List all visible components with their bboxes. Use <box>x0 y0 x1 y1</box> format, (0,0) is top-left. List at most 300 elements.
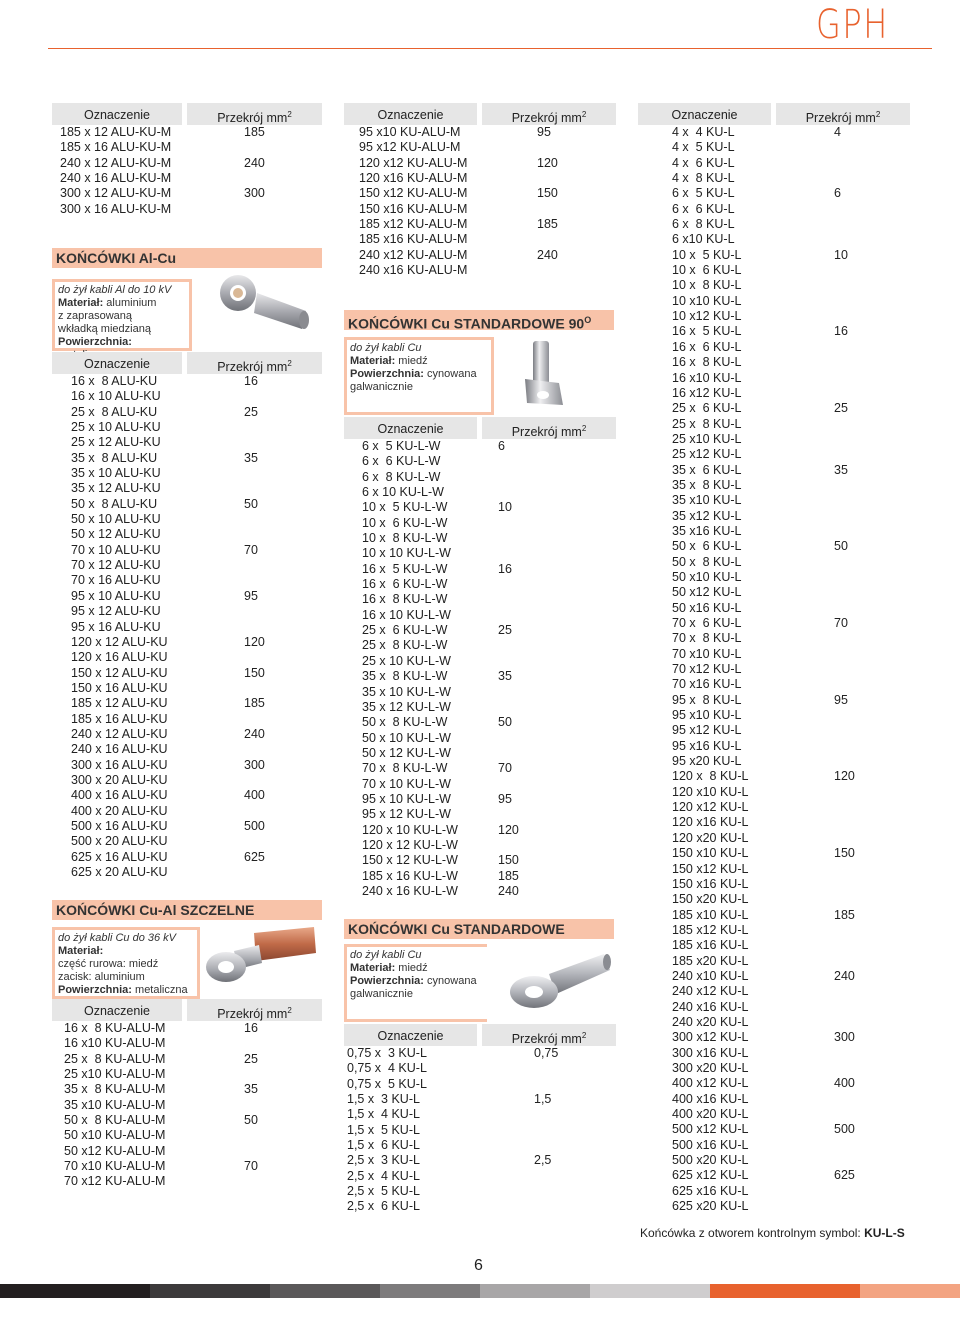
product-code: 240 x16 KU-ALU-M <box>359 263 468 278</box>
table-row <box>638 1138 910 1153</box>
table-row <box>52 696 322 711</box>
product-code: 4 x 6 KU-L <box>672 155 735 170</box>
product-code: 120 x12 KU-ALU-M <box>359 155 468 170</box>
table-row <box>638 355 910 370</box>
table-row <box>52 481 322 496</box>
table-row <box>52 1052 322 1067</box>
cross-section-value: 120 <box>834 769 855 784</box>
product-code: 50 x 10 ALU-KU <box>71 512 161 527</box>
table-row <box>52 773 322 788</box>
product-code: 185 x20 KU-L <box>672 953 749 968</box>
product-code: 2,5 x 6 KU-L <box>347 1199 420 1214</box>
table-row <box>344 1061 616 1076</box>
product-code: 16 x 6 KU-L <box>672 339 742 354</box>
product-code: 70 x 8 KU-L <box>672 631 742 646</box>
product-code: 2,5 x 3 KU-L <box>347 1153 420 1168</box>
product-code: 400 x 20 ALU-KU <box>71 803 168 818</box>
table-row <box>344 454 616 469</box>
product-code: 35 x 6 KU-L <box>672 462 742 477</box>
product-code: 10 x 5 KU-L <box>672 247 742 262</box>
product-code: 95 x20 KU-L <box>672 754 742 769</box>
product-code: 70 x12 KU-L <box>672 662 742 677</box>
table-row <box>638 969 910 984</box>
table-row <box>344 171 616 186</box>
table-row <box>638 647 910 662</box>
product-code: 150 x10 KU-L <box>672 846 749 861</box>
table-header: Oznaczenie Przekrój $mm^2$ <box>52 103 322 125</box>
table-row <box>52 389 322 404</box>
product-code: 150 x 12 ALU-KU <box>71 665 168 680</box>
table-header: Oznaczenie Przekrój $mm^2$ <box>52 352 322 374</box>
product-code: 25 x 10 ALU-KU <box>71 420 161 435</box>
product-code: 50 x 12 KU-L-W <box>362 745 451 760</box>
product-code: 95 x 10 KU-L-W <box>362 791 451 806</box>
table-row <box>638 677 910 692</box>
table-header: Oznaczenie Przekrój $mm^2$ <box>344 1024 616 1046</box>
cross-section-value: 240 <box>244 726 265 741</box>
product-code: 120 x16 KU-ALU-M <box>359 171 468 186</box>
product-code: 150 x16 KU-L <box>672 876 749 891</box>
table-row <box>344 731 616 746</box>
product-code: 6 x 6 KU-L <box>672 201 735 216</box>
table-row <box>52 620 322 635</box>
table-row <box>638 555 910 570</box>
table-row <box>344 232 616 247</box>
product-list <box>52 125 322 221</box>
table-row <box>638 156 910 171</box>
product-code: 16 x12 KU-L <box>672 385 742 400</box>
table-row <box>638 923 910 938</box>
product-code: 150 x12 KU-L <box>672 861 749 876</box>
table-row <box>52 1082 322 1097</box>
product-code: 10 x 6 KU-L-W <box>362 515 448 530</box>
product-code: 240 x12 KU-ALU-M <box>359 247 468 262</box>
product-code: 35 x10 KU-L <box>672 493 742 508</box>
product-code: 6 x 10 KU-L-W <box>362 485 444 500</box>
table-row <box>638 386 910 401</box>
table-row <box>344 1107 616 1122</box>
product-code: 4 x 8 KU-L <box>672 171 735 186</box>
product-code: 35 x10 KU-ALU-M <box>64 1097 166 1112</box>
product-code: 35 x 8 KU-ALU-M <box>64 1082 166 1097</box>
table-row <box>638 324 910 339</box>
table-row <box>344 823 616 838</box>
table-row <box>638 509 910 524</box>
cross-section-value: 16 <box>244 1021 258 1035</box>
cross-section-value: 185 <box>244 696 265 711</box>
product-code: 150 x20 KU-L <box>672 892 749 907</box>
product-code: 500 x 16 ALU-KU <box>71 818 168 833</box>
product-code: 120 x 12 ALU-KU <box>71 634 168 649</box>
table-row <box>344 638 616 653</box>
table-row <box>52 435 322 450</box>
table-row <box>638 1030 910 1045</box>
cross-section-value: 240 <box>244 155 265 170</box>
product-code: 25 x10 KU-ALU-M <box>64 1067 166 1082</box>
table-row <box>52 819 322 834</box>
table-row <box>344 700 616 715</box>
table-row <box>638 1153 910 1168</box>
product-code: 625 x20 KU-L <box>672 1199 749 1214</box>
table-row <box>52 186 322 201</box>
table-row <box>638 140 910 155</box>
table-row <box>344 156 616 171</box>
table-row <box>344 807 616 822</box>
cross-section-value: 150 <box>244 665 265 680</box>
product-code: 6 x10 KU-L <box>672 232 735 247</box>
product-code: 95 x 12 ALU-KU <box>71 604 161 619</box>
table-row <box>638 1061 910 1076</box>
table-row <box>638 340 910 355</box>
product-code: 185 x16 KU-L <box>672 938 749 953</box>
cross-section-value: 500 <box>834 1122 855 1137</box>
product-code: 240 x 12 ALU-KU <box>71 726 168 741</box>
product-code: 625 x12 KU-L <box>672 1168 749 1183</box>
product-code: 35 x 8 ALU-KU <box>71 450 158 465</box>
cross-section-value: 35 <box>498 669 512 684</box>
product-code: 185 x 16 ALU-KU-M <box>60 140 172 155</box>
cross-section-value: 25 <box>498 623 512 638</box>
table-row <box>344 623 616 638</box>
product-code: 70 x 6 KU-L <box>672 616 742 630</box>
product-code: 25 x12 KU-L <box>672 447 742 462</box>
table-row <box>638 601 910 616</box>
product-code: 4 x 5 KU-L <box>672 140 735 155</box>
product-code: 400 x12 KU-L <box>672 1076 749 1091</box>
cross-section-value: 240 <box>834 968 855 983</box>
table-row <box>344 685 616 700</box>
table-row <box>344 140 616 155</box>
table-row <box>52 788 322 803</box>
cross-section-value: 185 <box>537 217 558 232</box>
product-code: 10 x 8 KU-L <box>672 278 742 293</box>
table-row <box>52 804 322 819</box>
product-code: 500 x12 KU-L <box>672 1122 749 1137</box>
product-code: 35 x 8 KU-L-W <box>362 669 448 684</box>
product-code: 25 x 8 KU-L <box>672 416 742 431</box>
product-code: 500 x20 KU-L <box>672 1153 749 1168</box>
table-row <box>344 654 616 669</box>
product-code: 150 x 12 KU-L-W <box>362 853 458 868</box>
table-row <box>638 938 910 953</box>
product-code: 0,75 x 4 KU-L <box>347 1061 427 1076</box>
table-row <box>52 451 322 466</box>
product-code: 0,75 x 5 KU-L <box>347 1076 427 1091</box>
table-row <box>52 1036 322 1051</box>
cross-section-value: 95 <box>834 692 848 707</box>
product-code: 35 x 12 ALU-KU <box>71 481 161 496</box>
table-row <box>638 831 910 846</box>
cross-section-value: 10 <box>834 247 848 262</box>
table-row <box>344 577 616 592</box>
al-cu-lug-image <box>202 271 312 337</box>
product-code: 70 x10 KU-L <box>672 646 742 661</box>
material-info: do żył kabli Cu do 36 kV Materiał: część rurowa: miedź zacisk: aluminium Powierzchnia: metaliczna <box>52 927 200 999</box>
product-code: 10 x 10 KU-L-W <box>362 546 451 561</box>
table-row <box>52 543 322 558</box>
table-row <box>638 447 910 462</box>
cross-section-value: 240 <box>498 883 519 898</box>
product-code: 240 x 16 ALU-KU-M <box>60 171 172 186</box>
product-code: 1,5 x 3 KU-L <box>347 1092 420 1107</box>
product-code: 240 x 16 ALU-KU <box>71 742 168 757</box>
table-row <box>344 838 616 853</box>
cross-section-value: 6 <box>498 439 505 453</box>
product-code: 240 x10 KU-L <box>672 968 749 983</box>
table-row <box>638 616 910 631</box>
table-row <box>638 662 910 677</box>
table-row <box>638 815 910 830</box>
table-header: Oznaczenie Przekrój $mm^2$ <box>52 999 322 1021</box>
product-code: 16 x 8 KU-L <box>672 355 742 370</box>
table-row <box>638 984 910 999</box>
table-row <box>638 278 910 293</box>
table-row <box>638 217 910 232</box>
product-list <box>344 439 616 900</box>
table-row <box>344 761 616 776</box>
table-row <box>52 1067 322 1082</box>
product-list <box>344 125 616 285</box>
table-row <box>52 512 322 527</box>
product-code: 300 x 16 ALU-KU <box>71 757 168 772</box>
cross-section-value: 50 <box>244 496 258 511</box>
table-row <box>52 1128 322 1143</box>
cross-section-value: 300 <box>244 757 265 772</box>
product-code: 95 x 16 ALU-KU <box>71 619 161 634</box>
cross-section-value: 35 <box>244 1082 258 1097</box>
product-code: 16 x 6 KU-L-W <box>362 577 448 592</box>
product-code: 300 x 20 ALU-KU <box>71 772 168 787</box>
table-row <box>638 1000 910 1015</box>
table-header: Oznaczenie Przekrój $mm^2$ <box>344 103 616 125</box>
table-row <box>52 171 322 186</box>
cross-section-value: 150 <box>834 846 855 861</box>
product-code: 50 x 8 ALU-KU <box>71 496 158 511</box>
cross-section-value: 625 <box>834 1168 855 1183</box>
footnote: Końcówka z otworem kontrolnym symbol: KU-L-S <box>640 1226 905 1240</box>
table-row <box>52 527 322 542</box>
product-list <box>52 1021 322 1190</box>
table-row <box>638 1199 910 1214</box>
product-code: 120 x 16 ALU-KU <box>71 650 168 665</box>
section-title: KOŃCÓWKI Cu-Al SZCZELNE <box>52 900 322 920</box>
table-row <box>52 405 322 420</box>
product-code: 70 x10 KU-ALU-M <box>64 1159 166 1174</box>
product-code: 185 x 16 ALU-KU <box>71 711 168 726</box>
product-code: 300 x 16 ALU-KU-M <box>60 201 172 216</box>
product-list <box>52 374 322 882</box>
table-row <box>344 125 616 140</box>
cross-section-value: 120 <box>537 155 558 170</box>
cross-section-value: 25 <box>834 401 848 416</box>
cross-section-value: 2,5 <box>534 1153 552 1168</box>
product-code: 50 x 12 ALU-KU <box>71 527 161 542</box>
cross-section-value: 150 <box>537 186 558 201</box>
table-row <box>638 862 910 877</box>
table-row <box>638 754 910 769</box>
table-row <box>344 562 616 577</box>
product-code: 16 x 10 KU-L-W <box>362 607 451 622</box>
table-row <box>52 850 322 865</box>
product-code: 50 x12 KU-ALU-M <box>64 1143 166 1158</box>
product-code: 120 x12 KU-L <box>672 800 749 815</box>
cross-section-value: 185 <box>498 868 519 883</box>
table-row <box>52 558 322 573</box>
table-row <box>344 1092 616 1107</box>
table-row <box>638 1076 910 1091</box>
table-row <box>638 539 910 554</box>
product-code: 300 x16 KU-L <box>672 1045 749 1060</box>
table-row <box>52 681 322 696</box>
product-code: 16 x 5 KU-L-W <box>362 561 448 576</box>
product-code: 95 x12 KU-ALU-M <box>359 140 461 155</box>
table-row <box>344 202 616 217</box>
table-row <box>638 892 910 907</box>
product-code: 300 x20 KU-L <box>672 1060 749 1075</box>
product-code: 0,75 x 3 KU-L <box>347 1046 427 1060</box>
product-code: 95 x 12 KU-L-W <box>362 807 451 822</box>
cross-section-value: 16 <box>244 374 258 388</box>
table-row <box>638 171 910 186</box>
product-code: 35 x 10 ALU-KU <box>71 466 161 481</box>
cross-section-value: 70 <box>244 1159 258 1174</box>
table-row <box>52 712 322 727</box>
cross-section-value: 500 <box>244 818 265 833</box>
product-code: 50 x 8 KU-ALU-M <box>64 1113 166 1128</box>
table-row <box>52 604 322 619</box>
product-code: 240 x 16 KU-L-W <box>362 883 458 898</box>
cross-section-value: 50 <box>244 1113 258 1128</box>
table-row <box>52 834 322 849</box>
cross-section-value: 95 <box>244 588 258 603</box>
product-code: 1,5 x 6 KU-L <box>347 1138 420 1153</box>
cross-section-value: 120 <box>244 634 265 649</box>
product-code: 95 x12 KU-L <box>672 723 742 738</box>
table-row <box>344 746 616 761</box>
table-row <box>638 309 910 324</box>
table-row <box>638 1092 910 1107</box>
product-code: 6 x 8 KU-L-W <box>362 469 441 484</box>
table-row <box>52 1113 322 1128</box>
product-code: 185 x 16 KU-L-W <box>362 868 458 883</box>
product-code: 50 x10 KU-L <box>672 569 742 584</box>
section-title: KOŃCÓWKI Cu STANDARDOWE $90^O$ <box>344 310 614 330</box>
product-code: 6 x 8 KU-L <box>672 217 735 232</box>
product-code: 16 x 8 KU-L-W <box>362 592 448 607</box>
table-row <box>638 1168 910 1183</box>
product-code: 625 x16 KU-L <box>672 1183 749 1198</box>
product-code: 185 x16 KU-ALU-M <box>359 232 468 247</box>
table-row <box>638 785 910 800</box>
product-code: 95 x10 KU-ALU-M <box>359 125 461 139</box>
product-code: 1,5 x 5 KU-L <box>347 1122 420 1137</box>
cross-section-value: 400 <box>244 788 265 803</box>
product-code: 10 x 6 KU-L <box>672 263 742 278</box>
table-row <box>52 156 322 171</box>
table-row <box>344 1077 616 1092</box>
cross-section-value: 95 <box>498 791 512 806</box>
table-row <box>344 439 616 454</box>
table-row <box>52 742 322 757</box>
product-code: 35 x12 KU-L <box>672 508 742 523</box>
table-row <box>638 954 910 969</box>
table-row <box>638 524 910 539</box>
table-row <box>638 232 910 247</box>
table-row <box>638 248 910 263</box>
column-1 <box>52 103 322 1190</box>
product-code: 70 x 10 KU-L-W <box>362 776 451 791</box>
table-row <box>344 217 616 232</box>
table-row <box>344 715 616 730</box>
product-code: 35 x 12 KU-L-W <box>362 699 451 714</box>
table-row <box>638 739 910 754</box>
product-code: 70 x12 KU-ALU-M <box>64 1174 166 1189</box>
product-code: 16 x 8 ALU-KU <box>71 374 158 388</box>
product-code: 240 x 12 ALU-KU-M <box>60 155 172 170</box>
table-row <box>344 777 616 792</box>
product-code: 10 x10 KU-L <box>672 293 742 308</box>
table-row <box>344 792 616 807</box>
table-row <box>52 1144 322 1159</box>
product-code: 185 x12 KU-L <box>672 922 749 937</box>
table-row <box>638 570 910 585</box>
product-code: 1,5 x 4 KU-L <box>347 1107 420 1122</box>
table-row <box>344 869 616 884</box>
cross-section-value: 6 <box>834 186 841 201</box>
table-row <box>52 635 322 650</box>
table-row <box>52 374 322 389</box>
product-code: 70 x 10 ALU-KU <box>71 542 161 557</box>
table-row <box>344 485 616 500</box>
cross-section-value: 25 <box>244 404 258 419</box>
product-code: 10 x12 KU-L <box>672 309 742 324</box>
product-code: 16 x 10 ALU-KU <box>71 389 161 404</box>
product-code: 300 x 12 ALU-KU-M <box>60 186 172 201</box>
table-header: Oznaczenie Przekrój $mm^2$ <box>344 417 616 439</box>
table-row <box>638 294 910 309</box>
product-code: 150 x 16 ALU-KU <box>71 680 168 695</box>
product-code: 500 x16 KU-L <box>672 1137 749 1152</box>
product-code: 500 x 20 ALU-KU <box>71 834 168 849</box>
product-code: 120 x10 KU-L <box>672 784 749 799</box>
table-row <box>638 1184 910 1199</box>
table-row <box>638 693 910 708</box>
table-row <box>638 493 910 508</box>
table-row <box>638 401 910 416</box>
column-3 <box>638 103 910 1214</box>
product-code: 6 x 5 KU-L-W <box>362 439 441 453</box>
standard-lug-image <box>504 946 614 1016</box>
product-code: 120 x16 KU-L <box>672 815 749 830</box>
cross-section-value: 16 <box>498 561 512 576</box>
cross-section-value: 25 <box>244 1051 258 1066</box>
cross-section-value: 50 <box>498 715 512 730</box>
cross-section-value: 16 <box>834 324 848 339</box>
cross-section-value: 625 <box>244 849 265 864</box>
product-code: 50 x 10 KU-L-W <box>362 730 451 745</box>
product-code: 240 x20 KU-L <box>672 1014 749 1029</box>
table-row <box>344 592 616 607</box>
product-code: 185 x 12 ALU-KU <box>71 696 168 711</box>
page-number: 6 <box>474 1257 483 1274</box>
product-code: 16 x10 KU-ALU-M <box>64 1036 166 1051</box>
cross-section-value: 70 <box>834 616 848 630</box>
cross-section-value: 240 <box>537 247 558 262</box>
product-code: 25 x 8 KU-ALU-M <box>64 1051 166 1066</box>
table-row <box>52 1021 322 1036</box>
product-code: 2,5 x 5 KU-L <box>347 1184 420 1199</box>
table-row <box>344 1153 616 1168</box>
